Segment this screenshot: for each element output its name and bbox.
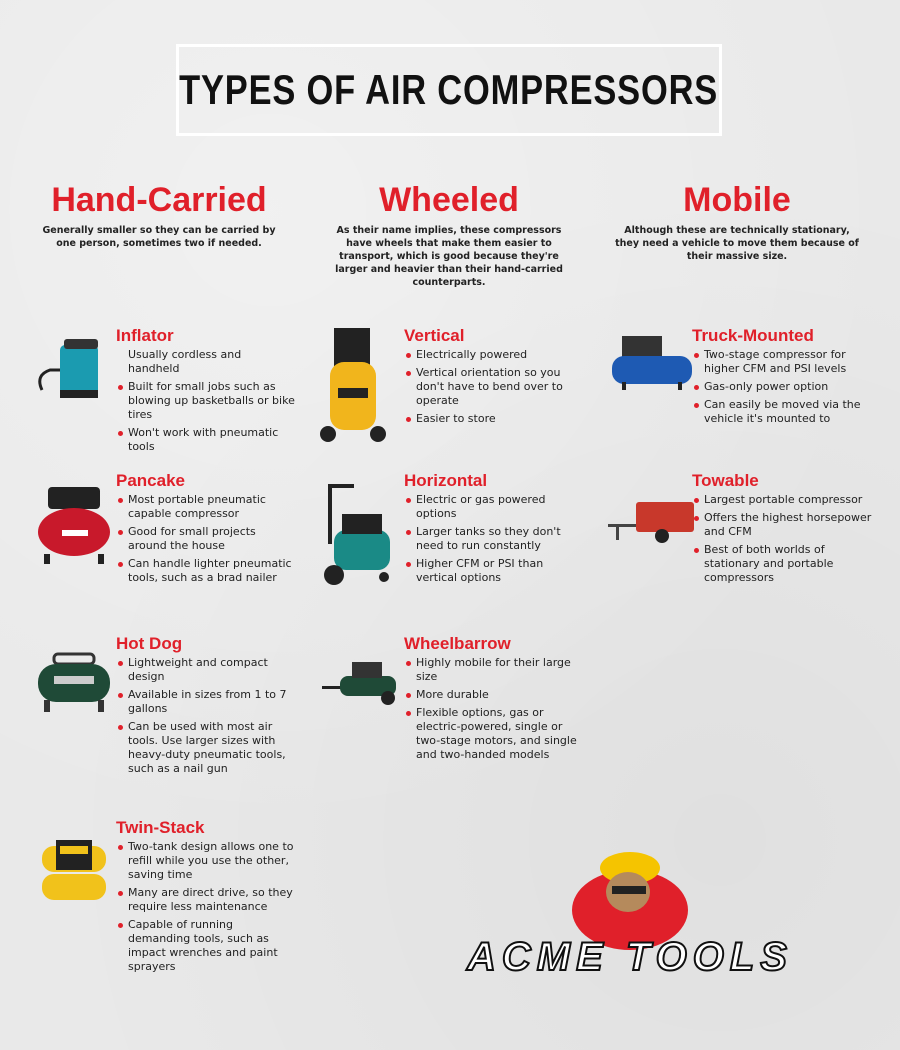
item-point: Won't work with pneumatic tools [128,426,296,454]
acme-tools-logo [460,850,800,980]
item-heading: Wheelbarrow [404,634,511,653]
item-inflator [116,326,296,458]
item-point: Vertical orientation so you don't have to bend over to operate [416,366,584,408]
column-mobile [592,180,882,263]
column-wheeled [304,180,594,289]
column-hand-carried [14,180,304,250]
item-truck-mounted [692,326,872,430]
item-heading: Horizontal [404,471,488,490]
pancake-image [34,482,114,567]
item-point: Largest portable compressor [704,493,872,507]
item-heading: Towable [692,471,759,490]
item-point: Available in sizes from 1 to 7 gallons [128,688,296,716]
item-point: Flexible options, gas or electric-powered, single or two-stage motors, and single and two-handed models [416,706,590,762]
item-heading: Inflator [116,326,174,345]
item-vertical [404,326,584,430]
item-point: Usually cordless and handheld [128,348,242,375]
truck-mounted-image [608,332,698,392]
towable-image [608,496,698,546]
title-box [176,44,722,136]
item-point: Easier to store [416,412,584,426]
logo-text: ACME TOOLS [467,935,793,979]
item-point: Electrically powered [416,348,584,362]
item-point: Two-tank design allows one to refill while you use the other, saving time [128,840,296,882]
item-point: Can handle lighter pneumatic tools, such as a brad nailer [128,557,296,585]
column-description: As their name implies, these compressors have wheels that make them easier to transport, which is good because they're larger and heavier than their hand-carried counterparts. [335,225,563,288]
item-point: Capable of running demanding tools, such as impact wrenches and paint sprayers [128,918,296,974]
item-point: Offers the highest horsepower and CFM [704,511,872,538]
page-title: TYPES OF AIR COMPRESSORS [179,66,719,113]
item-point: Lightweight and compact design [128,656,296,684]
item-point: Two-stage compressor for higher CFM and PSI levels [704,348,872,376]
item-point: Higher CFM or PSI than vertical options [416,557,584,585]
item-point: Most portable pneumatic capable compressor [128,493,296,521]
twin-stack-image [38,838,110,908]
vertical-image [320,326,390,446]
column-description: Although these are technically stationary, they need a vehicle to move them because of their massive size. [615,225,859,262]
item-pancake [116,471,296,589]
item-point: Highly mobile for their large size [416,656,590,684]
item-heading: Pancake [116,471,185,490]
item-point: Built for small jobs such as blowing up basketballs or bike tires [128,380,295,421]
item-point: Electric or gas powered options [416,493,584,521]
item-point: Best of both worlds of stationary and portable compressors [704,543,872,585]
item-towable [692,471,872,589]
item-point: Many are direct drive, so they require less maintenance [128,886,296,914]
item-heading: Hot Dog [116,634,183,653]
column-heading: Hand-Carried [51,181,267,219]
item-heading: Truck-Mounted [692,326,814,345]
item-point: Gas-only power option [704,380,872,394]
column-description: Generally smaller so they can be carried by one person, sometimes two if needed. [42,225,276,249]
item-point: Can easily be moved via the vehicle it's mounted to [704,398,872,426]
column-heading: Wheeled [379,181,519,219]
item-wheelbarrow [404,634,590,766]
item-twin-stack [116,818,296,978]
column-heading: Mobile [683,181,791,219]
item-point: More durable [416,688,590,702]
item-point: Larger tanks so they don't need to run constantly [416,525,584,553]
wheelbarrow-image [322,656,402,706]
item-point: Can be used with most air tools. Use larger sizes with heavy-duty pneumatic tools, such as a nail gun [128,720,296,776]
hotdog-image [34,652,114,717]
item-point: Good for small projects around the house [128,525,296,553]
item-heading: Vertical [404,326,465,345]
item-horizontal [404,471,584,589]
item-hot-dog [116,634,296,780]
horizontal-image [322,480,396,590]
item-heading: Twin-Stack [116,818,205,837]
inflator-image [30,335,115,405]
